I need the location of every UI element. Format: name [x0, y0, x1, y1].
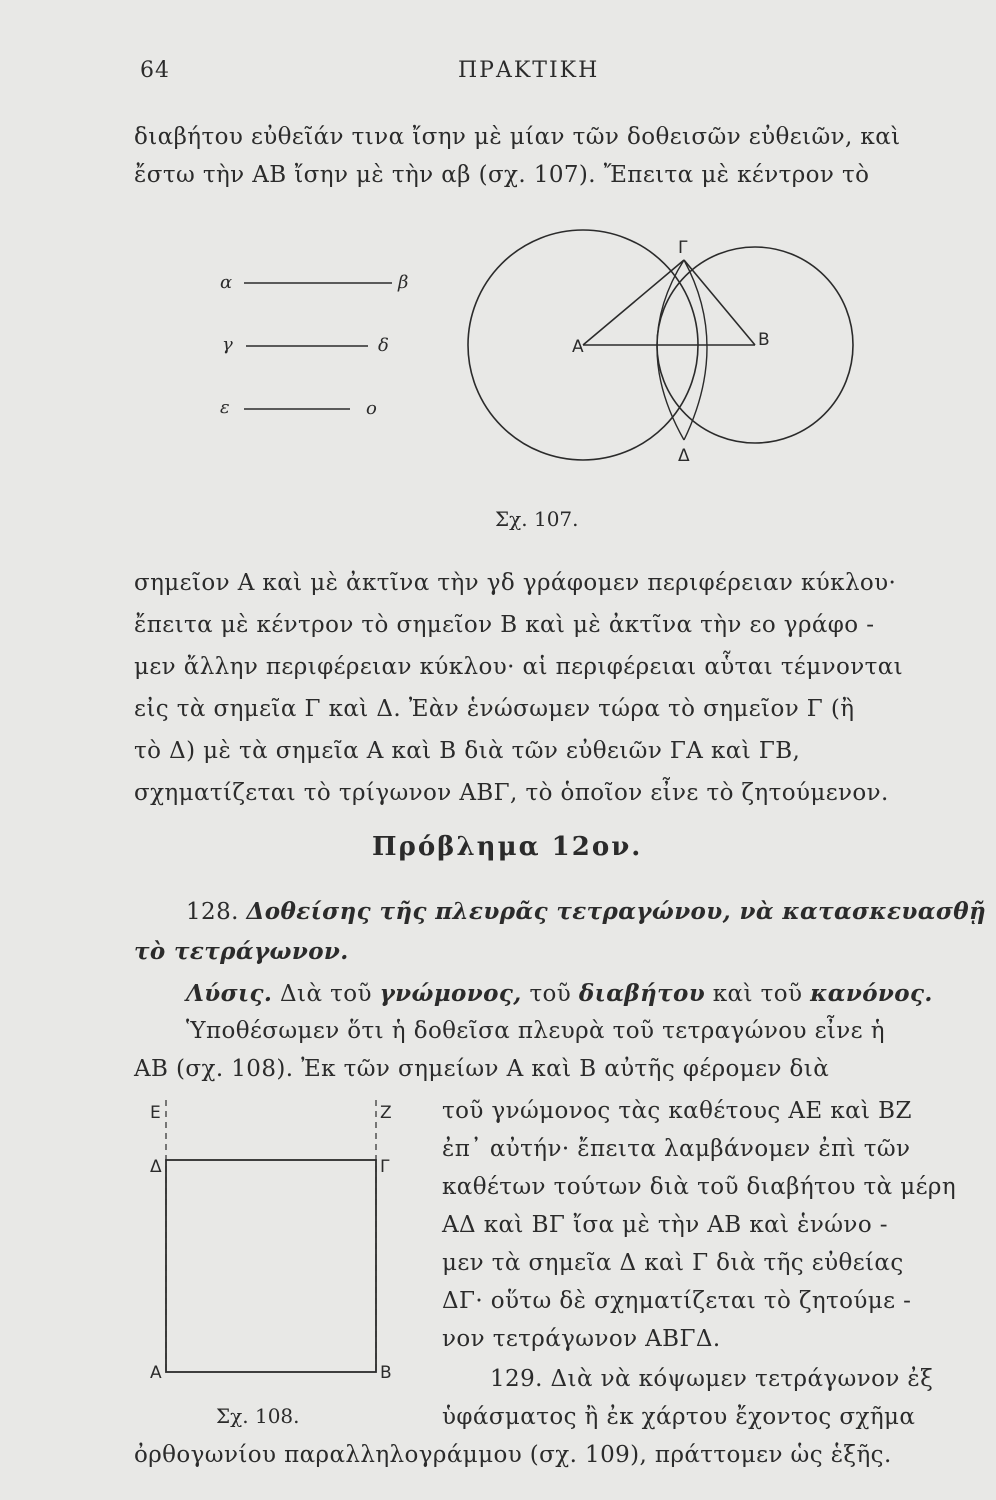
text-line: ὀρθογωνίου παραλληλογράμμου (σχ. 109), πράττομεν ὡς ἑξῆς. — [134, 1442, 892, 1468]
text-line: ΑΒ (σχ. 108). Ἐκ τῶν σημείων Α καὶ Β αὐτῆς φέρομεν διὰ — [134, 1056, 830, 1082]
segment-label-o: ο — [366, 398, 377, 419]
text-line: ἐπ᾽ αὐτήν· ἔπειτα λαμβάνομεν ἐπὶ τῶν — [442, 1136, 911, 1162]
solution-line — [186, 980, 933, 1007]
figure-108-caption: Σχ. 108. — [216, 1404, 300, 1428]
figure-108 — [140, 1092, 420, 1392]
text-line: εἰς τὰ σημεῖα Γ καὶ Δ. Ἐὰν ἑνώσωμεν τώρα τὸ σημεῖον Γ (ἢ — [134, 696, 855, 722]
text-line: καθέτων τούτων διὰ τοῦ διαβήτου τὰ μέρη — [442, 1174, 957, 1200]
point-label-a: Α — [572, 337, 584, 357]
point-label-gamma: Γ — [380, 1157, 390, 1177]
text-line: ἔπειτα μὲ κέντρον τὸ σημεῖον Β καὶ μὲ ἀκτῖνα τὴν εο γράφο - — [134, 612, 875, 638]
point-label-b: Β — [758, 330, 770, 350]
point-label-z: Ζ — [380, 1103, 392, 1123]
solution-term: κανόνος. — [810, 980, 933, 1007]
text-line: 129. Διὰ νὰ κόψωμεν τετράγωνον ἐξ — [490, 1366, 934, 1392]
solution-term: γνώμονος, — [379, 980, 522, 1007]
text-line: ἔστω τὴν ΑΒ ἴσην μὲ τὴν αβ (σχ. 107). Ἔπειτα μὲ κέντρον τὸ — [134, 162, 870, 188]
point-label-a: Α — [150, 1363, 162, 1383]
text-line: τοῦ γνώμονος τὰς καθέτους ΑΕ καὶ ΒΖ — [442, 1098, 912, 1124]
point-label-delta: Δ — [678, 446, 690, 466]
figure-107-caption: Σχ. 107. — [495, 507, 579, 531]
text-line: τὸ Δ) μὲ τὰ σημεῖα Α καὶ Β διὰ τῶν εὐθειῶν ΓΑ καὶ ΓΒ, — [134, 738, 801, 764]
text-line: ὑφάσματος ἢ ἐκ χάρτου ἔχοντος σχῆμα — [442, 1404, 916, 1430]
segment-label-b: β — [398, 272, 409, 293]
text-line: νον τετράγωνον ΑΒΓΔ. — [442, 1326, 721, 1352]
solution-text: καὶ τοῦ — [712, 981, 803, 1007]
problem-number: 128. — [186, 899, 239, 925]
point-label-e: Ε — [150, 1103, 161, 1123]
segment-label-c: γ — [222, 334, 233, 355]
text-line: διαβήτου εὐθεῖάν τινα ἴσην μὲ μίαν τῶν δοθεισῶν εὐθειῶν, καὶ — [134, 124, 901, 150]
segment-GB — [684, 260, 755, 345]
solution-text: τοῦ — [529, 981, 572, 1007]
text-line: μεν τὰ σημεῖα Δ καὶ Γ διὰ τῆς εὐθείας — [442, 1250, 904, 1276]
arc-left — [657, 260, 684, 440]
figure-107 — [200, 225, 880, 525]
segment-GA — [583, 260, 684, 345]
problem-statement-cont: τὸ τετράγωνον. — [134, 938, 349, 965]
point-label-b: Β — [380, 1363, 392, 1383]
problem-statement: Δοθείσης τῆς πλευρᾶς τετραγώνου, νὰ κατασκευασθῇ — [246, 898, 987, 925]
point-label-delta: Δ — [150, 1157, 162, 1177]
text-line: ΔΓ· οὕτω δὲ σχηματίζεται τὸ ζητούμε - — [442, 1288, 912, 1314]
solution-term: διαβήτου — [578, 980, 706, 1007]
text-line: σημεῖον Α καὶ μὲ ἀκτῖνα τὴν γδ γράφομεν περιφέρειαν κύκλου· — [134, 570, 897, 596]
segment-label-d: δ — [378, 335, 389, 356]
point-label-gamma: Γ — [678, 238, 688, 258]
problem-heading: Πρόβλημα 12ον. — [372, 832, 643, 862]
text-line: μεν ἄλλην περιφέρειαν κύκλου· αἱ περιφέρειαι αὗται τέμνονται — [134, 654, 904, 680]
segment-label-e: ε — [220, 397, 230, 418]
running-title: ΠΡΑΚΤΙΚΗ — [458, 58, 600, 83]
arc-right — [684, 260, 707, 440]
solution-text: Διὰ τοῦ — [280, 981, 372, 1007]
page-number: 64 — [140, 58, 170, 83]
text-line: ΑΔ καὶ ΒΓ ἴσα μὲ τὴν ΑΒ καὶ ἑνώνο - — [442, 1212, 888, 1238]
problem-statement-line — [186, 898, 986, 925]
square-ABGD — [166, 1160, 376, 1372]
text-line: Ὑποθέσωμεν ὅτι ἡ δοθεῖσα πλευρὰ τοῦ τετραγώνου εἶνε ἡ — [186, 1018, 885, 1044]
text-line: σχηματίζεται τὸ τρίγωνον ΑΒΓ, τὸ ὁποῖον εἶνε τὸ ζητούμενον. — [134, 780, 889, 806]
solution-label: Λύσις. — [186, 980, 273, 1007]
segment-label-a: α — [220, 272, 233, 293]
